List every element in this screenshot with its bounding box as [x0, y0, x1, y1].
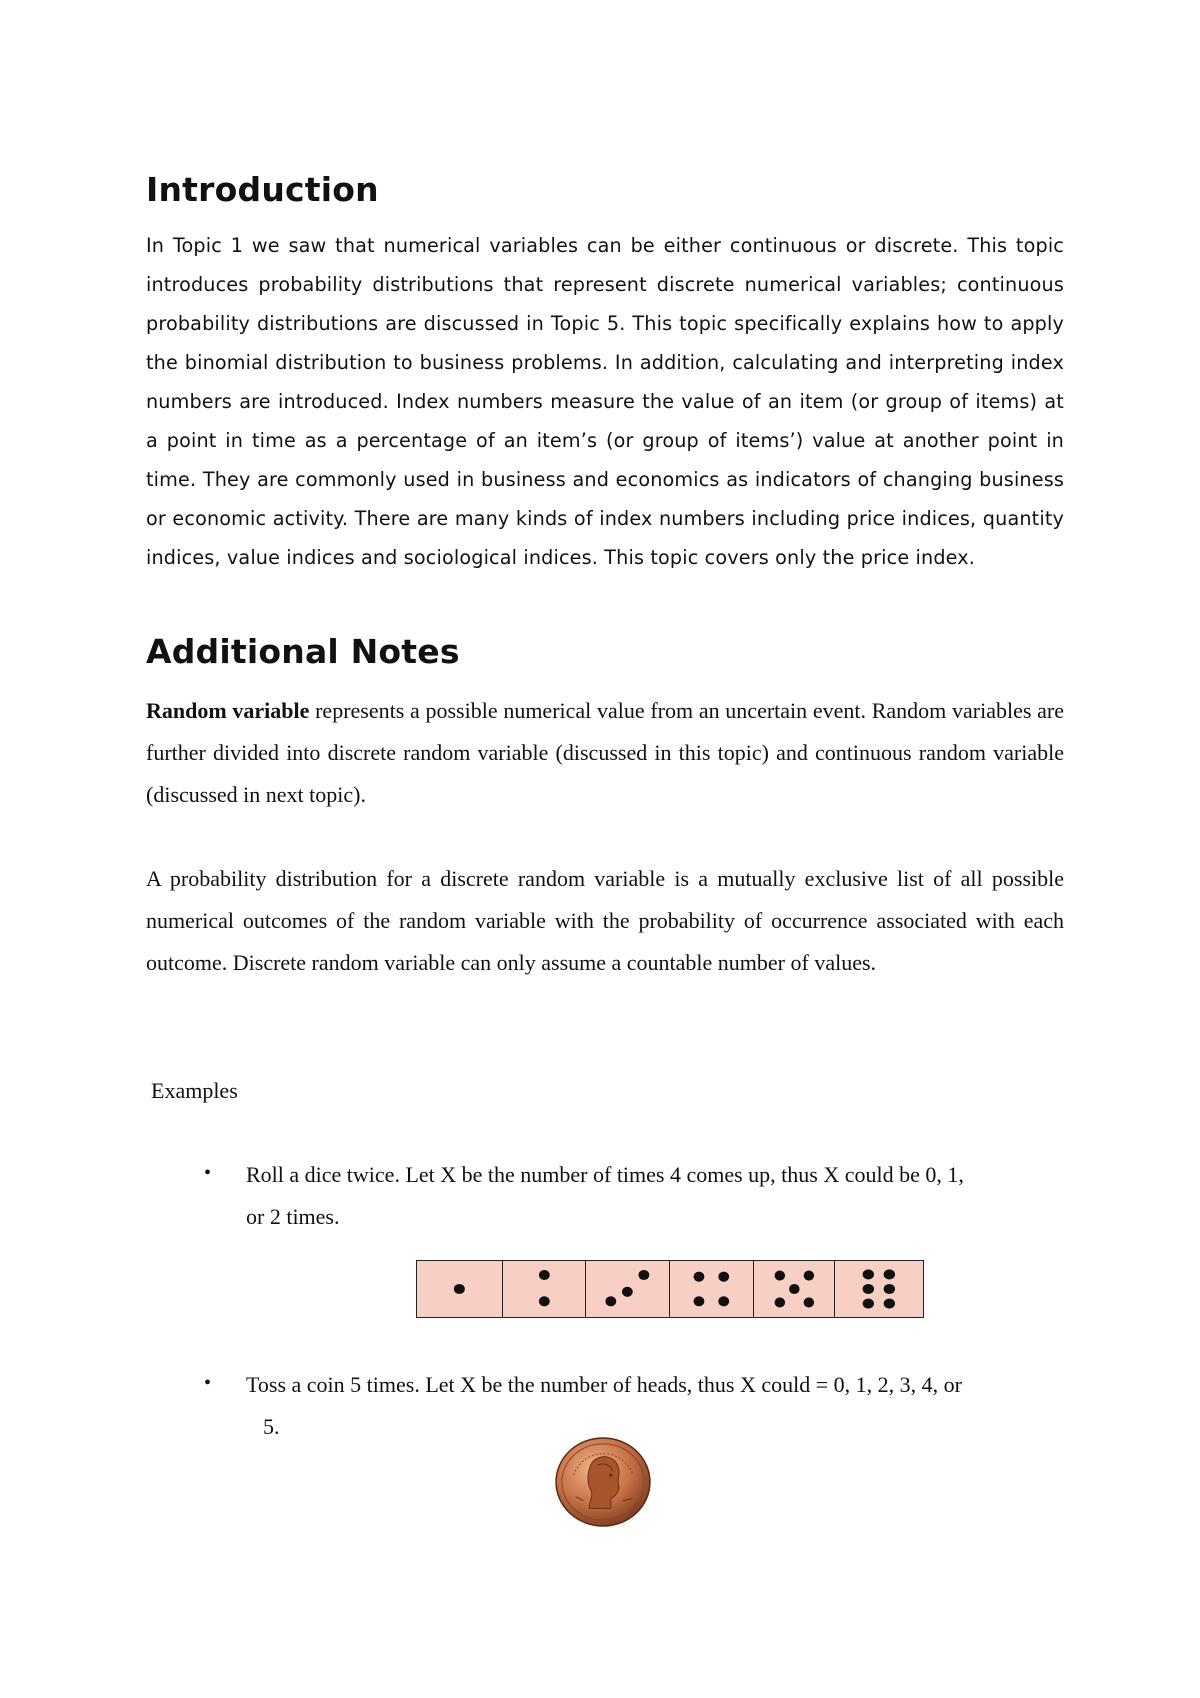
- die-pips-4: [670, 1261, 753, 1317]
- die-pip: [803, 1297, 813, 1307]
- random-variable-definition: represents a possible numerical value from an uncertain event. Random variables are further divided into discrete random variable (discussed in this topic) and continuous random variable (discussed in next topic).: [146, 698, 1064, 807]
- random-variable-term: Random variable: [146, 698, 310, 723]
- die-pip: [863, 1299, 874, 1309]
- example-dice-line2: or 2 times.: [246, 1204, 340, 1229]
- die-pip: [718, 1296, 729, 1306]
- bullet-marker: •: [204, 1372, 212, 1394]
- die-pip: [454, 1284, 465, 1294]
- die-pip: [539, 1270, 550, 1280]
- example-coin-text: [246, 1364, 1064, 1448]
- die-pip: [774, 1297, 784, 1307]
- bullet-marker: •: [204, 1162, 212, 1184]
- example-coin-line2: 5.: [263, 1414, 280, 1439]
- die-face-5: [754, 1261, 836, 1317]
- die-pip: [622, 1287, 633, 1297]
- die-pip: [539, 1296, 550, 1306]
- die-pip: [884, 1299, 895, 1309]
- examples-label: Examples: [151, 1078, 238, 1103]
- die-pip: [639, 1270, 650, 1280]
- penny-coin-icon: [554, 1436, 652, 1528]
- die-face-1: [417, 1261, 503, 1317]
- introduction-heading: Introduction: [146, 170, 379, 209]
- die-pips-3: [586, 1261, 669, 1317]
- example-dice-line1: Roll a dice twice. Let X be the number of times 4 comes up, thus X could be 0, 1,: [246, 1162, 964, 1187]
- die-face-3: [586, 1261, 670, 1317]
- die-pip: [606, 1296, 617, 1306]
- introduction-paragraph: In Topic 1 we saw that numerical variables can be either continuous or discrete. This topic introduces probability distributions that represent discrete numerical variables; continuous probability distributions are discussed in Topic 5. This topic specifically explains how to apply the binomial distribution to business problems. In addition, calculating and interpreting index numbers are introduced. Index numbers measure the value of an item (or group of items) at a point in time as a percentage of an item’s (or group of items’) value at another point in time. They are commonly used in business and economics as indicators of changing business or economic activity. There are many kinds of index numbers including price indices, quantity indices, value indices and sociological indices. This topic covers only the price index.: [146, 234, 1064, 569]
- die-pip: [718, 1272, 729, 1282]
- die-pips-1: [417, 1261, 502, 1317]
- die-pip: [803, 1271, 813, 1281]
- die-pips-5: [754, 1261, 835, 1317]
- die-face-4: [670, 1261, 754, 1317]
- die-pips-2: [503, 1261, 586, 1317]
- die-face-6: [835, 1261, 923, 1317]
- die-pip: [774, 1271, 784, 1281]
- die-pip: [694, 1272, 705, 1282]
- die-pip: [789, 1284, 799, 1294]
- dice-faces-strip: [416, 1260, 924, 1318]
- die-pips-6: [835, 1261, 923, 1317]
- probability-distribution-paragraph: A probability distribution for a discrete random variable is a mutually exclusive list of all possible numerical outcomes of the random variable with the probability of occurrence associated with each outcome. Discrete random variable can only assume a countable number of values.: [146, 866, 1064, 975]
- die-face-2: [503, 1261, 587, 1317]
- die-pip: [884, 1269, 895, 1279]
- additional-notes-heading: Additional Notes: [146, 632, 460, 671]
- example-dice-text: [246, 1154, 1064, 1238]
- example-coin-line1: Toss a coin 5 times. Let X be the number of heads, thus X could = 0, 1, 2, 3, 4, or: [246, 1372, 962, 1397]
- die-pip: [863, 1269, 874, 1279]
- die-pip: [863, 1284, 874, 1294]
- die-pip: [694, 1296, 705, 1306]
- die-pip: [884, 1284, 895, 1294]
- random-variable-paragraph: [146, 690, 1064, 816]
